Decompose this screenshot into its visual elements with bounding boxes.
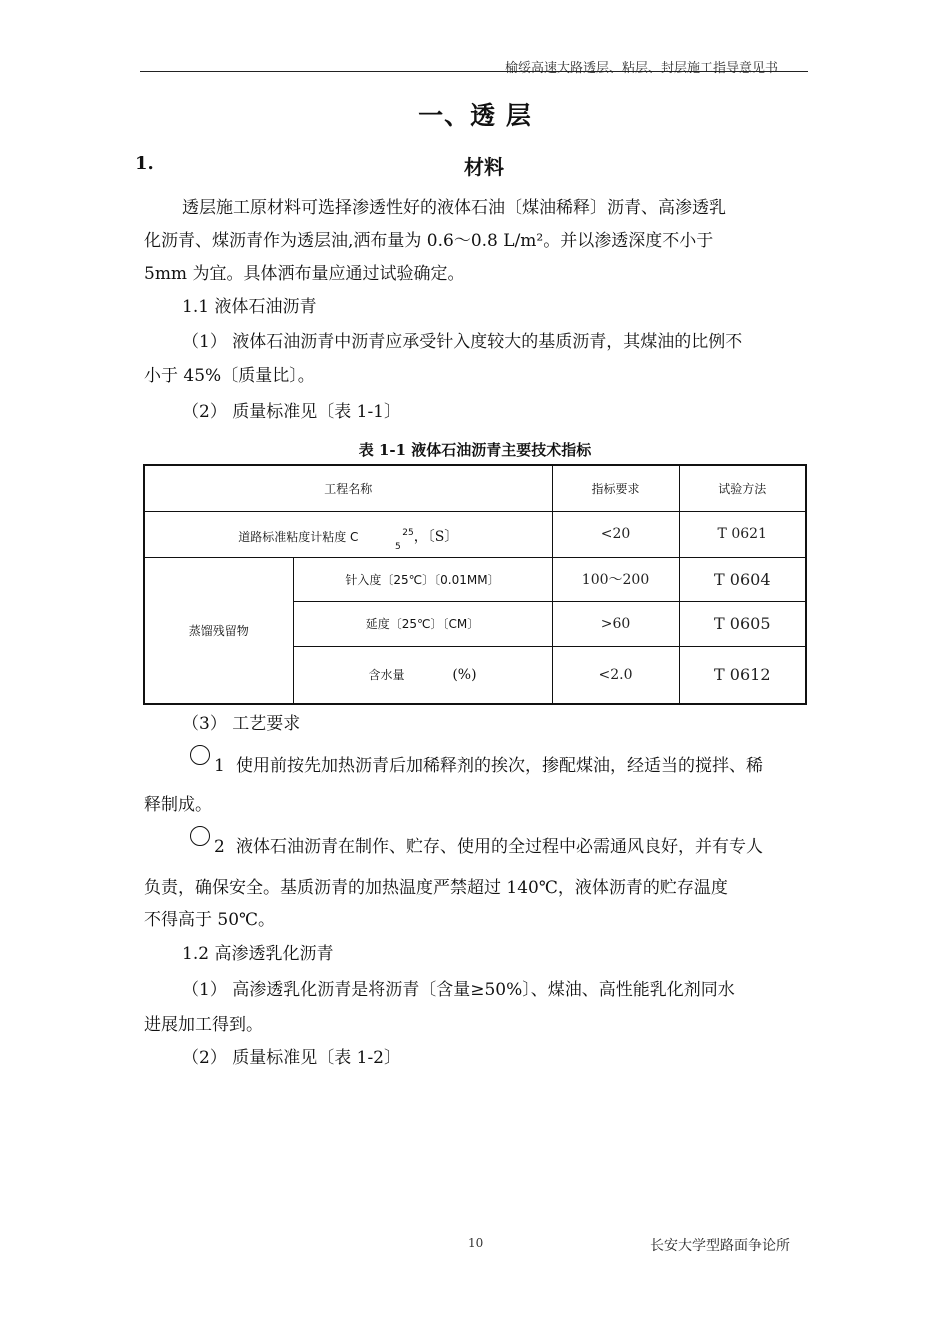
- page-number: 10: [468, 1236, 484, 1250]
- residue-group-label: 蒸馏残留物: [144, 557, 293, 704]
- chapter-title: 一、透 层: [418, 101, 532, 130]
- water-content-method: T 0612: [679, 646, 806, 704]
- intro-line-3: 5mm 为宜。具体洒布量应通过试验确定。: [144, 264, 465, 284]
- process-item-2-line-3: 不得高于 50℃。: [144, 910, 276, 930]
- s11-p1-line-1: （1） 液体石油沥青中沥青应承受针入度较大的基质沥青，其煤油的比例不: [182, 332, 743, 352]
- process-item-1-number: 1: [214, 756, 225, 776]
- process-heading: （3） 工艺要求: [182, 714, 301, 734]
- table-1-1: [143, 464, 807, 705]
- circled-number-icon: [190, 745, 210, 765]
- table-row: [144, 511, 806, 557]
- ductility-label: 延度〔25℃〕〔CM〕: [293, 601, 552, 646]
- process-item-1-line-2: 释制成。: [144, 795, 212, 815]
- viscosity-method: T 0621: [679, 511, 806, 557]
- section-title: 材料: [464, 155, 504, 179]
- page-header-text: 榆绥高速大路透层、粘层、封层施工指导意见书: [505, 61, 779, 76]
- subsection-1-1-heading: 1.1 液体石油沥青: [182, 297, 317, 317]
- table-1-1-caption: 表 1-1 液体石油沥青主要技术指标: [358, 441, 592, 459]
- water-content-label: [293, 646, 552, 704]
- ductility-method: T 0605: [679, 601, 806, 646]
- header-test-method: 试验方法: [679, 465, 806, 511]
- viscosity-sub-top: 25: [402, 528, 414, 538]
- viscosity-label-text: 道路标准粘度计粘度 C: [238, 530, 359, 544]
- header-requirement: 指标要求: [552, 465, 679, 511]
- process-item-1-line-1: 使用前按先加热沥青后加稀释剂的挨次，掺配煤油，经适当的搅拌、稀: [236, 756, 763, 776]
- s12-p2: （2） 质量标准见〔表 1-2〕: [182, 1048, 401, 1068]
- viscosity-requirement: <20: [552, 511, 679, 557]
- s12-p1-line-1: （1） 高渗透乳化沥青是将沥青〔含量≥50%〕、煤油、高性能乳化剂同水: [182, 980, 735, 1000]
- s11-p2: （2） 质量标准见〔表 1-1〕: [182, 402, 401, 422]
- s11-p1-line-2: 小于 45%〔质量比〕。: [144, 366, 315, 386]
- penetration-requirement: 100～200: [552, 557, 679, 601]
- s12-p1-line-2: 进展加工得到。: [144, 1015, 263, 1035]
- intro-line-2: 化沥青、煤沥青作为透层油,洒布量为 0.6～0.8 L/m²。并以渗透深度不小于: [144, 231, 714, 251]
- ductility-requirement: >60: [552, 601, 679, 646]
- water-content-text: 含水量: [368, 668, 405, 683]
- circled-number-icon: [190, 826, 210, 846]
- table-row: [144, 557, 806, 601]
- penetration-label: 针入度〔25℃〕〔0.01MM〕: [293, 557, 552, 601]
- section-number: 1.: [135, 153, 154, 174]
- header-item-name: 工程名称: [144, 465, 552, 511]
- process-item-2-line-2: 负责，确保安全。基质沥青的加热温度严禁超过 140℃，液体沥青的贮存温度: [144, 878, 728, 898]
- viscosity-unit: ，〔S〕: [413, 529, 459, 545]
- table-header-row: [144, 465, 806, 511]
- footer-organization: 长安大学型路面争论所: [650, 1238, 790, 1254]
- water-content-unit: (%): [452, 667, 477, 684]
- viscosity-label: 道路标准粘度计粘度 C $^{25}$，〔S〕 5: [144, 511, 552, 557]
- process-item-2-line-1: 液体石油沥青在制作、贮存、使用的全过程中必需通风良好，并有专人: [236, 837, 763, 857]
- subsection-1-2-heading: 1.2 高渗透乳化沥青: [182, 944, 334, 964]
- header-rule: [140, 71, 808, 72]
- process-item-2-number: 2: [214, 837, 225, 857]
- water-content-requirement: <2.0: [552, 646, 679, 704]
- penetration-method: T 0604: [679, 557, 806, 601]
- intro-line-1: 透层施工原材料可选择渗透性好的液体石油〔煤油稀释〕沥青、高渗透乳: [182, 198, 726, 218]
